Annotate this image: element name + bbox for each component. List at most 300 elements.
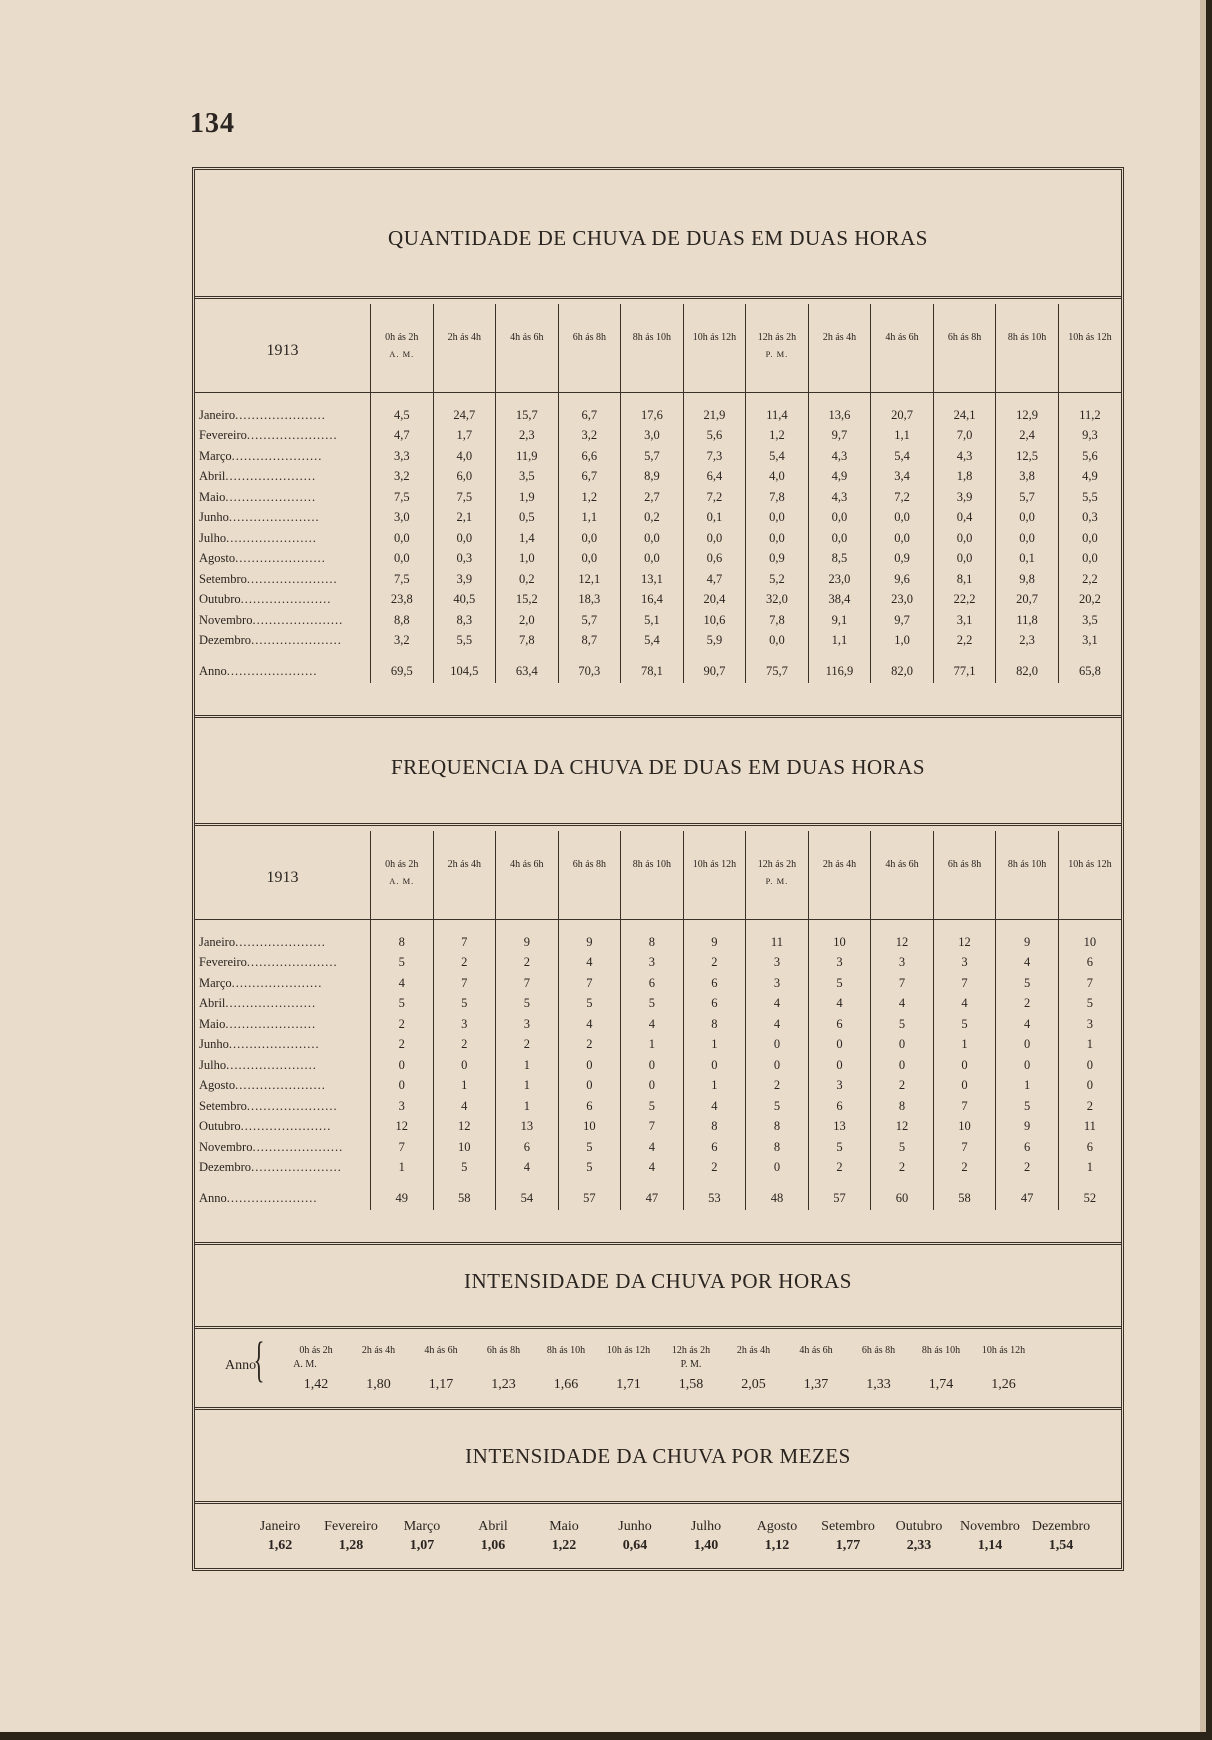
- value-cell: 7: [933, 1096, 996, 1117]
- value-cell: 21,9: [683, 393, 746, 426]
- month-name: Setembro: [821, 1519, 875, 1534]
- interval-label: 4h ás 6h: [424, 1345, 458, 1356]
- month-label: Agosto: [199, 1078, 236, 1093]
- anno-value-cell: 104,5: [433, 651, 496, 683]
- value-cell: 1,7: [433, 426, 496, 447]
- interval-label: 10h ás 12h: [981, 1345, 1026, 1356]
- anno-value-cell: 57: [558, 1178, 621, 1210]
- value-cell: 10: [558, 1117, 621, 1138]
- value-cell: 7: [371, 1137, 434, 1158]
- value-cell: 9,3: [1058, 426, 1121, 447]
- leader-dots: ......................: [226, 663, 318, 678]
- value-cell: 2: [808, 1158, 871, 1179]
- year-header: 1913: [195, 304, 371, 393]
- value-cell: 5: [558, 1158, 621, 1179]
- intensity-value: 1,17: [428, 1377, 454, 1392]
- value-cell: 4: [433, 1096, 496, 1117]
- interval-label: 4h ás 6h: [885, 859, 919, 870]
- anno-value-cell: 82,0: [871, 651, 934, 683]
- intensity-value: 1,74: [928, 1377, 954, 1392]
- value-cell: 11: [746, 920, 809, 953]
- value-cell: 12,1: [558, 569, 621, 590]
- month-intensity-value: 1,77: [835, 1538, 861, 1553]
- value-cell: 3,4: [871, 467, 934, 488]
- value-cell: 2: [371, 1014, 434, 1035]
- value-cell: 8: [683, 1117, 746, 1138]
- value-cell: 1: [683, 1076, 746, 1097]
- value-cell: 3,3: [371, 446, 434, 467]
- value-cell: 0: [746, 1035, 809, 1056]
- value-cell: 9: [558, 920, 621, 953]
- interval-label: 6h ás 8h: [861, 1345, 896, 1356]
- leader-dots: ......................: [240, 592, 332, 607]
- value-cell: 1,2: [558, 487, 621, 508]
- interval-label: 10h ás 12h: [692, 859, 737, 870]
- interval-header: [808, 831, 871, 920]
- value-cell: 0: [808, 1035, 871, 1056]
- value-cell: 4,0: [746, 467, 809, 488]
- value-cell: 2: [683, 953, 746, 974]
- value-cell: 5,9: [683, 631, 746, 652]
- divider: [195, 1501, 1121, 1504]
- value-cell: 0: [933, 1055, 996, 1076]
- value-cell: 10,6: [683, 610, 746, 631]
- anno-value-cell: 116,9: [808, 651, 871, 683]
- value-cell: 0,0: [433, 528, 496, 549]
- leader-dots: ......................: [246, 428, 338, 443]
- value-cell: 0,0: [996, 508, 1059, 529]
- value-cell: 6,7: [558, 467, 621, 488]
- value-cell: 3: [808, 953, 871, 974]
- interval-header: [871, 831, 934, 920]
- value-cell: 1: [996, 1076, 1059, 1097]
- interval-header: [558, 304, 621, 393]
- value-cell: 5,7: [621, 446, 684, 467]
- leader-dots: ......................: [252, 612, 344, 627]
- value-cell: 4: [996, 953, 1059, 974]
- value-cell: 1: [1058, 1035, 1121, 1056]
- month-label: Abril: [199, 996, 226, 1011]
- value-cell: 6: [1058, 1137, 1121, 1158]
- brace: {: [253, 1331, 265, 1387]
- month-label-cell: [195, 1096, 371, 1117]
- month-label: Janeiro: [199, 934, 236, 949]
- value-cell: 0: [933, 1076, 996, 1097]
- anno-value-cell: 57: [808, 1178, 871, 1210]
- interval-label: 10h ás 12h: [1068, 859, 1112, 870]
- interval-label: 12h ás 2h: [757, 859, 797, 870]
- value-cell: 0,3: [1058, 508, 1121, 529]
- value-cell: 7: [433, 973, 496, 994]
- month-label-cell: [195, 1055, 371, 1076]
- value-cell: 2,3: [496, 426, 559, 447]
- value-cell: 0,0: [558, 528, 621, 549]
- value-cell: 0: [558, 1055, 621, 1076]
- value-cell: 18,3: [558, 590, 621, 611]
- value-cell: 6,7: [558, 393, 621, 426]
- value-cell: 7: [933, 1137, 996, 1158]
- value-cell: 9,7: [871, 610, 934, 631]
- interval-header: [1058, 831, 1121, 920]
- value-cell: 3,1: [1058, 631, 1121, 652]
- value-cell: 3,9: [433, 569, 496, 590]
- value-cell: 7: [558, 973, 621, 994]
- intensity-value: 1,66: [553, 1377, 579, 1392]
- interval-header: [558, 831, 621, 920]
- month-intensity-value: 1,40: [693, 1538, 719, 1553]
- value-cell: 6: [683, 973, 746, 994]
- interval-header: [621, 831, 684, 920]
- anno-value-cell: 78,1: [621, 651, 684, 683]
- month-label: Julho: [199, 530, 227, 545]
- interval-label: 10h ás 12h: [606, 1345, 651, 1356]
- interval-header: [496, 304, 559, 393]
- value-cell: 22,2: [933, 590, 996, 611]
- month-intensity-value: 0,64: [622, 1538, 648, 1553]
- divider: [195, 823, 1121, 826]
- month-intensity-value: 1,12: [764, 1538, 790, 1553]
- value-cell: 0,5: [496, 508, 559, 529]
- value-cell: 11,4: [746, 393, 809, 426]
- month-label-cell: [195, 631, 371, 652]
- value-cell: 3: [746, 973, 809, 994]
- value-cell: 7: [871, 973, 934, 994]
- value-cell: 5,6: [1058, 446, 1121, 467]
- value-cell: 13: [496, 1117, 559, 1138]
- value-cell: 3,2: [371, 467, 434, 488]
- interval-label: 10h ás 12h: [1068, 332, 1112, 343]
- interval-label: 8h ás 10h: [1007, 859, 1047, 870]
- value-cell: 6: [808, 1096, 871, 1117]
- page-number: 134: [190, 108, 235, 139]
- value-cell: 0: [996, 1035, 1059, 1056]
- value-cell: 0,0: [808, 528, 871, 549]
- intensity-value: 2,05: [741, 1377, 766, 1392]
- month-label-cell: [195, 1117, 371, 1138]
- interval-header: [996, 831, 1059, 920]
- value-cell: 12: [433, 1117, 496, 1138]
- value-cell: 0: [371, 1076, 434, 1097]
- value-cell: 0,9: [871, 549, 934, 570]
- value-cell: 0,0: [621, 528, 684, 549]
- value-cell: 8,8: [371, 610, 434, 631]
- value-cell: 0: [433, 1055, 496, 1076]
- value-cell: 16,4: [621, 590, 684, 611]
- month-name: Abril: [478, 1519, 508, 1534]
- month-label-cell: [195, 508, 371, 529]
- value-cell: 2,0: [496, 610, 559, 631]
- table-row: [195, 973, 1121, 994]
- value-cell: 6,0: [433, 467, 496, 488]
- value-cell: 3,0: [621, 426, 684, 447]
- value-cell: 6: [621, 973, 684, 994]
- value-cell: 4: [746, 994, 809, 1015]
- anno-row: [195, 1178, 1121, 1210]
- value-cell: 3: [933, 953, 996, 974]
- value-cell: 11,9: [496, 446, 559, 467]
- intensity-value: 1,26: [991, 1377, 1016, 1392]
- frequency-title: FREQUENCIA DA CHUVA DE DUAS EM DUAS HORAS: [390, 755, 926, 779]
- value-cell: 4,9: [808, 467, 871, 488]
- interval-label: 0h ás 2h: [385, 332, 419, 343]
- value-cell: 0: [996, 1055, 1059, 1076]
- interval-label: 2h ás 4h: [447, 859, 481, 870]
- value-cell: 2,2: [933, 631, 996, 652]
- interval-label: 8h ás 10h: [632, 859, 672, 870]
- month-name: Maio: [549, 1519, 579, 1534]
- value-cell: 2: [996, 994, 1059, 1015]
- value-cell: 5: [621, 1096, 684, 1117]
- anno-value-cell: 52: [1058, 1178, 1121, 1210]
- month-label-cell: [195, 569, 371, 590]
- value-cell: 1: [371, 1158, 434, 1179]
- value-cell: 2,2: [1058, 569, 1121, 590]
- leader-dots: ......................: [226, 1190, 318, 1205]
- table-row: [195, 1117, 1121, 1138]
- table-row: [195, 1158, 1121, 1179]
- value-cell: 3: [371, 1096, 434, 1117]
- anno-value-cell: 47: [996, 1178, 1059, 1210]
- value-cell: 7: [496, 973, 559, 994]
- interval-label: 6h ás 8h: [572, 859, 607, 870]
- leader-dots: ......................: [252, 1139, 344, 1154]
- table-row: [195, 953, 1121, 974]
- value-cell: 12,5: [996, 446, 1059, 467]
- value-cell: 7,8: [496, 631, 559, 652]
- value-cell: 6: [808, 1014, 871, 1035]
- interval-label: 8h ás 10h: [546, 1345, 586, 1356]
- interval-header: [996, 304, 1059, 393]
- value-cell: 4,7: [371, 426, 434, 447]
- month-label: Fevereiro: [199, 955, 247, 970]
- value-cell: 5: [871, 1014, 934, 1035]
- pm-label: P. M.: [680, 1359, 702, 1370]
- month-label: Março: [199, 975, 232, 990]
- value-cell: 3: [621, 953, 684, 974]
- value-cell: 5: [871, 1137, 934, 1158]
- value-cell: 2: [746, 1076, 809, 1097]
- month-name: Fevereiro: [324, 1519, 378, 1534]
- value-cell: 4,5: [371, 393, 434, 426]
- intensity-value: 1,23: [491, 1377, 516, 1392]
- value-cell: 4: [746, 1014, 809, 1035]
- interval-header: [683, 831, 746, 920]
- interval-header: [746, 304, 809, 393]
- month-label-cell: [195, 528, 371, 549]
- value-cell: 6: [683, 1137, 746, 1158]
- month-name: Agosto: [756, 1519, 798, 1534]
- value-cell: 5: [371, 994, 434, 1015]
- value-cell: 3: [746, 953, 809, 974]
- month-intensity-value: 1,54: [1048, 1538, 1074, 1553]
- month-intensity-value: 1,22: [551, 1538, 577, 1553]
- table-row: [195, 508, 1121, 529]
- value-cell: 0,1: [683, 508, 746, 529]
- value-cell: 8,1: [933, 569, 996, 590]
- value-cell: 24,7: [433, 393, 496, 426]
- intensity-value: 1,37: [803, 1377, 829, 1392]
- value-cell: 2: [871, 1076, 934, 1097]
- value-cell: 8: [871, 1096, 934, 1117]
- value-cell: 0: [1058, 1076, 1121, 1097]
- value-cell: 0,0: [683, 528, 746, 549]
- table-row: [195, 994, 1121, 1015]
- interval-label: 8h ás 10h: [632, 332, 672, 343]
- value-cell: 0: [808, 1055, 871, 1076]
- table-row: [195, 487, 1121, 508]
- value-cell: 5,4: [746, 446, 809, 467]
- value-cell: 8,7: [558, 631, 621, 652]
- month-label: Março: [199, 448, 232, 463]
- value-cell: 4,0: [433, 446, 496, 467]
- leader-dots: ......................: [235, 551, 326, 566]
- anno-value-cell: 48: [746, 1178, 809, 1210]
- leader-dots: ......................: [246, 1098, 338, 1113]
- value-cell: 2,4: [996, 426, 1059, 447]
- year-header: 1913: [195, 831, 371, 920]
- month-label-cell: [195, 426, 371, 447]
- table-row: [195, 569, 1121, 590]
- anno-value-cell: 77,1: [933, 651, 996, 683]
- interval-header: [933, 831, 996, 920]
- value-cell: 2: [996, 1158, 1059, 1179]
- anno-value-cell: 58: [433, 1178, 496, 1210]
- value-cell: 2: [1058, 1096, 1121, 1117]
- value-cell: 3: [433, 1014, 496, 1035]
- intensity-months-title: INTENSIDADE DA CHUVA POR MEZES: [465, 1444, 851, 1468]
- value-cell: 1,9: [496, 487, 559, 508]
- interval-label: 10h ás 12h: [692, 332, 737, 343]
- table-row: [195, 610, 1121, 631]
- intensity-value: 1,33: [866, 1377, 891, 1392]
- value-cell: 0,0: [746, 631, 809, 652]
- table-row: [195, 426, 1121, 447]
- pm-label: P. M.: [765, 349, 789, 359]
- value-cell: 0: [683, 1055, 746, 1076]
- value-cell: 3: [1058, 1014, 1121, 1035]
- intensity-value: 1,80: [366, 1377, 391, 1392]
- value-cell: 9,1: [808, 610, 871, 631]
- value-cell: 2: [933, 1158, 996, 1179]
- value-cell: 10: [1058, 920, 1121, 953]
- interval-header: [496, 831, 559, 920]
- value-cell: 0,0: [871, 508, 934, 529]
- month-name: Março: [403, 1519, 441, 1534]
- intensity-hours-title: INTENSIDADE DA CHUVA POR HORAS: [464, 1269, 852, 1293]
- value-cell: 1,4: [496, 528, 559, 549]
- month-label: Dezembro: [199, 633, 252, 648]
- value-cell: 2: [558, 1035, 621, 1056]
- value-cell: 6: [496, 1137, 559, 1158]
- anno-value-cell: 75,7: [746, 651, 809, 683]
- value-cell: 5: [746, 1096, 809, 1117]
- value-cell: 0,0: [621, 549, 684, 570]
- anno-row: [195, 651, 1121, 683]
- month-label: Outubro: [199, 592, 241, 607]
- month-intensity-value: 1,28: [338, 1538, 364, 1553]
- value-cell: 5,5: [433, 631, 496, 652]
- value-cell: 0: [746, 1055, 809, 1076]
- month-intensity-value: 1,07: [409, 1538, 435, 1553]
- value-cell: 0: [621, 1055, 684, 1076]
- value-cell: 1,8: [933, 467, 996, 488]
- rain-frequency-table: [195, 831, 1121, 1210]
- table-row: [195, 1137, 1121, 1158]
- value-cell: 2: [433, 953, 496, 974]
- leader-dots: ......................: [246, 955, 338, 970]
- month-name: Janeiro: [259, 1519, 301, 1534]
- value-cell: 0: [871, 1035, 934, 1056]
- value-cell: 4,3: [808, 446, 871, 467]
- value-cell: 7: [621, 1117, 684, 1138]
- value-cell: 6: [996, 1137, 1059, 1158]
- value-cell: 5,7: [996, 487, 1059, 508]
- value-cell: 0,6: [683, 549, 746, 570]
- interval-label: 0h ás 2h: [299, 1345, 333, 1356]
- interval-label: 2h ás 4h: [447, 332, 481, 343]
- value-cell: 1,1: [558, 508, 621, 529]
- value-cell: 2: [496, 953, 559, 974]
- month-name: Outubro: [895, 1519, 943, 1534]
- value-cell: 2: [871, 1158, 934, 1179]
- value-cell: 9: [996, 1117, 1059, 1138]
- interval-label: 6h ás 8h: [572, 332, 607, 343]
- leader-dots: ......................: [235, 1078, 326, 1093]
- table-row: [195, 528, 1121, 549]
- value-cell: 1,0: [871, 631, 934, 652]
- interval-header: [371, 304, 434, 393]
- value-cell: 0,2: [621, 508, 684, 529]
- value-cell: 9: [496, 920, 559, 953]
- value-cell: 0,0: [933, 549, 996, 570]
- month-label-cell: [195, 487, 371, 508]
- value-cell: 3,8: [996, 467, 1059, 488]
- anno-value-cell: 70,3: [558, 651, 621, 683]
- value-cell: 8: [746, 1117, 809, 1138]
- value-cell: 3,5: [496, 467, 559, 488]
- value-cell: 7,8: [746, 610, 809, 631]
- table-row: [195, 920, 1121, 953]
- value-cell: 4,9: [1058, 467, 1121, 488]
- interval-label: 12h ás 2h: [757, 332, 797, 343]
- table-row: [195, 446, 1121, 467]
- month-label-cell: [195, 1076, 371, 1097]
- value-cell: 0,0: [871, 528, 934, 549]
- value-cell: 8,9: [621, 467, 684, 488]
- month-label-cell: [195, 446, 371, 467]
- divider: [195, 296, 1121, 299]
- value-cell: 6: [683, 994, 746, 1015]
- value-cell: 3,2: [371, 631, 434, 652]
- value-cell: 0: [371, 1055, 434, 1076]
- interval-label: 2h ás 4h: [361, 1345, 396, 1356]
- leader-dots: ......................: [228, 1037, 320, 1052]
- am-label: A. M.: [293, 1359, 317, 1370]
- value-cell: 11,2: [1058, 393, 1121, 426]
- value-cell: 0,4: [933, 508, 996, 529]
- value-cell: 1: [621, 1035, 684, 1056]
- interval-header: [746, 831, 809, 920]
- month-label: Junho: [199, 510, 229, 525]
- value-cell: 4: [621, 1137, 684, 1158]
- value-cell: 6: [1058, 953, 1121, 974]
- value-cell: 0,0: [1058, 549, 1121, 570]
- value-cell: 0: [558, 1076, 621, 1097]
- leader-dots: ......................: [225, 469, 317, 484]
- interval-header: [808, 304, 871, 393]
- leader-dots: ......................: [226, 530, 317, 545]
- value-cell: 5,1: [621, 610, 684, 631]
